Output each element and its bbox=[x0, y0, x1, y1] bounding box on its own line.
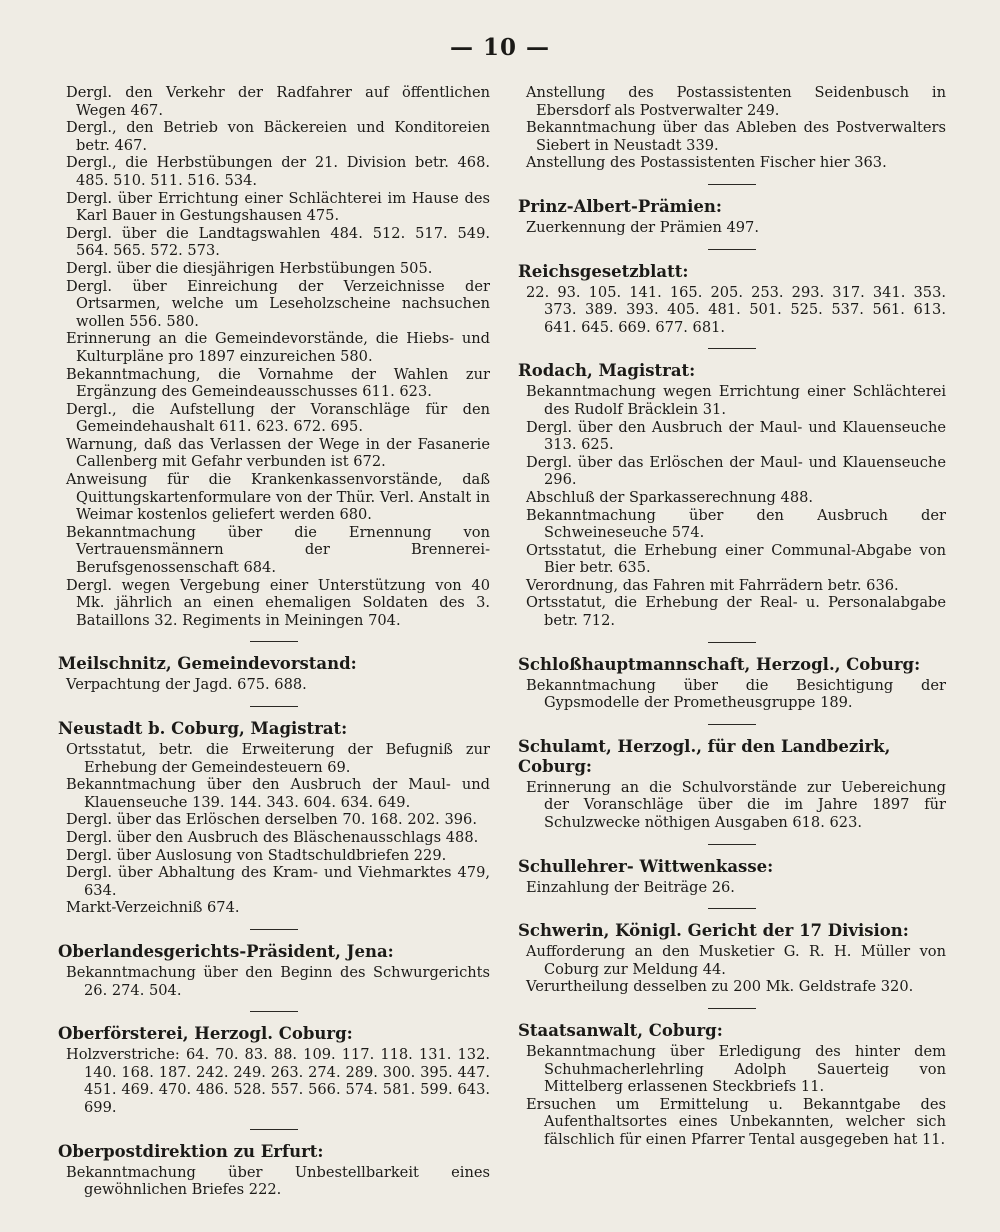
index-entry: Verordnung, das Fahren mit Fahrrädern betr. 636. bbox=[526, 576, 899, 594]
index-entry: Dergl. über die Landtagswahlen 484. 512. 517. 549. 564. 565. 572. 573. bbox=[66, 224, 490, 260]
index-section bbox=[518, 361, 946, 629]
index-section bbox=[58, 719, 490, 917]
section-heading: Oberpostdirektion zu Erfurt: bbox=[58, 1141, 324, 1161]
section-divider bbox=[708, 249, 756, 250]
section-heading: Schloßhauptmannschaft, Herzogl., Coburg: bbox=[518, 654, 921, 674]
index-entry: Bekanntmachung über die Besichtigung der Gypsmodelle der Prometheusgruppe 189. bbox=[526, 676, 946, 712]
index-entry: Dergl. über das Erlöschen der Maul- und Klauenseuche 296. bbox=[526, 453, 946, 489]
section-divider bbox=[708, 642, 756, 643]
index-entry: Dergl., den Betrieb von Bäckereien und Konditoreien betr. 467. bbox=[66, 119, 490, 154]
index-section bbox=[518, 197, 946, 237]
index-entry: Ersuchen um Ermittelung u. Bekanntgabe des Aufenthaltsortes eines Unbekannten, welcher sich fälschlich für einen Pfarrer Tental ausgegeben hat 11. bbox=[526, 1095, 946, 1148]
left-sections bbox=[58, 641, 490, 1198]
index-entry: Verpachtung der Jagd. 675. 688. bbox=[66, 676, 307, 694]
index-entry: Bekanntmachung über Unbestellbarkeit eines gewöhnlichen Briefes 222. bbox=[66, 1163, 490, 1199]
index-entry: Dergl. den Verkehr der Radfahrer auf öffentlichen Wegen 467. bbox=[66, 84, 490, 119]
index-entry: Dergl. wegen Vergebung einer Unterstützung von 40 Mk. jährlich an einen ehemaligen Soldaten des 3. Bataillons 32. Regiments in Meiningen 704. bbox=[66, 576, 490, 629]
section-heading: Meilschnitz, Gemeindevorstand: bbox=[58, 654, 357, 674]
section-divider bbox=[250, 706, 298, 707]
index-entry: 22. 93. 105. 141. 165. 205. 253. 293. 317. 341. 353. 373. 389. 393. 405. 481. 501. 525. 537. 561. 613. 641. 645. 669. 677. 681. bbox=[526, 283, 946, 336]
index-section bbox=[518, 921, 946, 996]
section-divider bbox=[708, 348, 756, 349]
index-entry: Markt-Verzeichniß 674. bbox=[66, 899, 240, 917]
right-sections bbox=[518, 184, 946, 1149]
index-entry: Dergl. über die diesjährigen Herbstübungen 505. bbox=[66, 259, 433, 277]
index-entry: Bekanntmachung über Erledigung des hinter dem Schuhmacherlehrling Adolph Sauerteig von Mittelberg erlassenen Steckbriefs 11. bbox=[526, 1043, 946, 1096]
index-entry: Bekanntmachung über den Beginn des Schwurgerichts 26. 274. 504. bbox=[66, 963, 490, 999]
index-section bbox=[518, 262, 946, 337]
index-section bbox=[518, 655, 946, 712]
right-column bbox=[518, 84, 946, 1149]
index-section bbox=[518, 1021, 946, 1149]
section-divider bbox=[708, 908, 756, 909]
index-entry: Anstellung des Postassistenten Fischer hier 363. bbox=[526, 154, 887, 172]
index-section bbox=[58, 942, 490, 999]
index-entry: Dergl. über den Ausbruch des Bläschenausschlags 488. bbox=[66, 828, 479, 846]
index-entry: Ortsstatut, die Erhebung einer Communal-Abgabe von Bier betr. 635. bbox=[526, 541, 946, 577]
index-section bbox=[58, 654, 490, 694]
index-entry: Bekanntmachung wegen Errichtung einer Schlächterei des Rudolf Bräcklein 31. bbox=[526, 383, 946, 418]
section-heading: Schwerin, Königl. Gericht der 17 Division: bbox=[518, 921, 909, 941]
section-heading: Rodach, Magistrat: bbox=[518, 361, 696, 381]
index-section bbox=[58, 1142, 490, 1199]
page-number: — 10 — bbox=[449, 34, 551, 61]
index-entry: Dergl. über Einreichung der Verzeichnisse der Ortsarmen, welche um Leseholzscheine nachsuchen wollen 556. 580. bbox=[66, 277, 490, 330]
section-heading: Staatsanwalt, Coburg: bbox=[518, 1021, 723, 1040]
index-entry: Bekanntmachung über die Ernennung von Vertrauensmännern der Brennerei-Berufsgenossenschaft 684. bbox=[66, 523, 490, 577]
index-entry: Warnung, daß das Verlassen der Wege in der Fasanerie Callenberg mit Gefahr verbunden ist 672. bbox=[66, 435, 490, 471]
index-entry: Einzahlung der Beiträge 26. bbox=[526, 878, 735, 896]
section-heading: Schulamt, Herzogl., für den Landbezirk, Coburg: bbox=[518, 736, 891, 776]
section-divider bbox=[250, 1011, 298, 1012]
index-entry: Zuerkennung der Prämien 497. bbox=[526, 218, 759, 236]
section-heading: Oberförsterei, Herzogl. Coburg: bbox=[58, 1024, 353, 1044]
left-column bbox=[58, 84, 490, 1199]
index-entry: Ortsstatut, betr. die Erweiterung der Befugniß zur Erhebung der Gemeindesteuern 69. bbox=[66, 741, 490, 776]
index-entry: Erinnerung an die Schulvorstände zur Uebereichung der Voranschläge über die im Jahre 1897 für Schulzwecke nöthigen Ausgaben 618. 623. bbox=[526, 778, 946, 832]
section-divider bbox=[250, 641, 298, 642]
section-heading: Oberlandesgerichts-Präsident, Jena: bbox=[58, 941, 394, 961]
index-entry: Dergl. über das Erlöschen derselben 70. 168. 202. 396. bbox=[66, 811, 477, 829]
index-entry: Anweisung für die Krankenkassenvorstände, daß Quittungskartenformulare von der Thür. Verl. Anstalt in Weimar kostenlos geliefert werden 680. bbox=[66, 471, 490, 524]
left-intro-entries bbox=[58, 84, 490, 629]
section-divider bbox=[708, 724, 756, 725]
section-heading: Reichsgesetzblatt: bbox=[518, 261, 689, 281]
index-section bbox=[518, 857, 946, 897]
index-entry: Aufforderung an den Musketier G. R. H. Müller von Coburg zur Meldung 44. bbox=[526, 943, 946, 978]
index-entry: Ortsstatut, die Erhebung der Real- u. Personalabgabe betr. 712. bbox=[526, 594, 946, 630]
index-entry: Erinnerung an die Gemeindevorstände, die Hiebs- und Kulturpläne pro 1897 einzureichen 580. bbox=[66, 330, 490, 365]
section-divider bbox=[250, 929, 298, 930]
index-entry: Bekanntmachung über das Ableben des Postverwalters Siebert in Neustadt 339. bbox=[526, 119, 946, 154]
index-entry: Holzverstriche: 64. 70. 83. 88. 109. 117. 118. 131. 132. 140. 168. 187. 242. 249. 263. 274. 289. 300. 395. 447. 451. 469. 470. 486. 528. 557. 566. 574. 581. 599. 643. 699. bbox=[66, 1046, 490, 1116]
index-entry: Dergl. über Abhaltung des Kram- und Viehmarktes 479, 634. bbox=[66, 864, 490, 899]
index-entry: Dergl., die Herbstübungen der 21. Division betr. 468. 485. 510. 511. 516. 534. bbox=[66, 154, 490, 189]
index-entry: Dergl., die Aufstellung der Voranschläge für den Gemeindehaushalt 611. 623. 672. 695. bbox=[66, 400, 490, 436]
section-divider bbox=[250, 1129, 298, 1130]
section-heading: Prinz-Albert-Prämien: bbox=[518, 196, 722, 216]
index-entry: Bekanntmachung, die Vornahme der Wahlen zur Ergänzung des Gemeindeausschusses 611. 623. bbox=[66, 365, 490, 401]
index-section bbox=[58, 1024, 490, 1116]
section-heading: Schullehrer- Wittwenkasse: bbox=[518, 856, 774, 876]
index-entry: Bekanntmachung über den Ausbruch der Schweineseuche 574. bbox=[526, 506, 946, 542]
right-intro-entries bbox=[518, 84, 946, 172]
index-entry: Dergl. über den Ausbruch der Maul- und Klauenseuche 313. 625. bbox=[526, 418, 946, 454]
index-entry: Dergl. über Errichtung einer Schlächterei im Hause des Karl Bauer in Gestungshausen 475. bbox=[66, 189, 490, 225]
index-entry: Verurtheilung desselben zu 200 Mk. Geldstrafe 320. bbox=[526, 978, 914, 996]
section-heading: Neustadt b. Coburg, Magistrat: bbox=[58, 719, 348, 738]
section-divider bbox=[708, 1008, 756, 1009]
index-entry: Anstellung des Postassistenten Seidenbusch in Ebersdorf als Postverwalter 249. bbox=[526, 84, 946, 119]
index-entry: Dergl. über Auslosung von Stadtschuldbriefen 229. bbox=[66, 846, 447, 864]
index-entry: Abschluß der Sparkasserechnung 488. bbox=[526, 488, 814, 506]
index-entry: Bekanntmachung über den Ausbruch der Maul- und Klauenseuche 139. 144. 343. 604. 634. 649. bbox=[66, 776, 490, 811]
section-divider bbox=[708, 184, 756, 185]
index-section bbox=[518, 737, 946, 832]
section-divider bbox=[708, 844, 756, 845]
